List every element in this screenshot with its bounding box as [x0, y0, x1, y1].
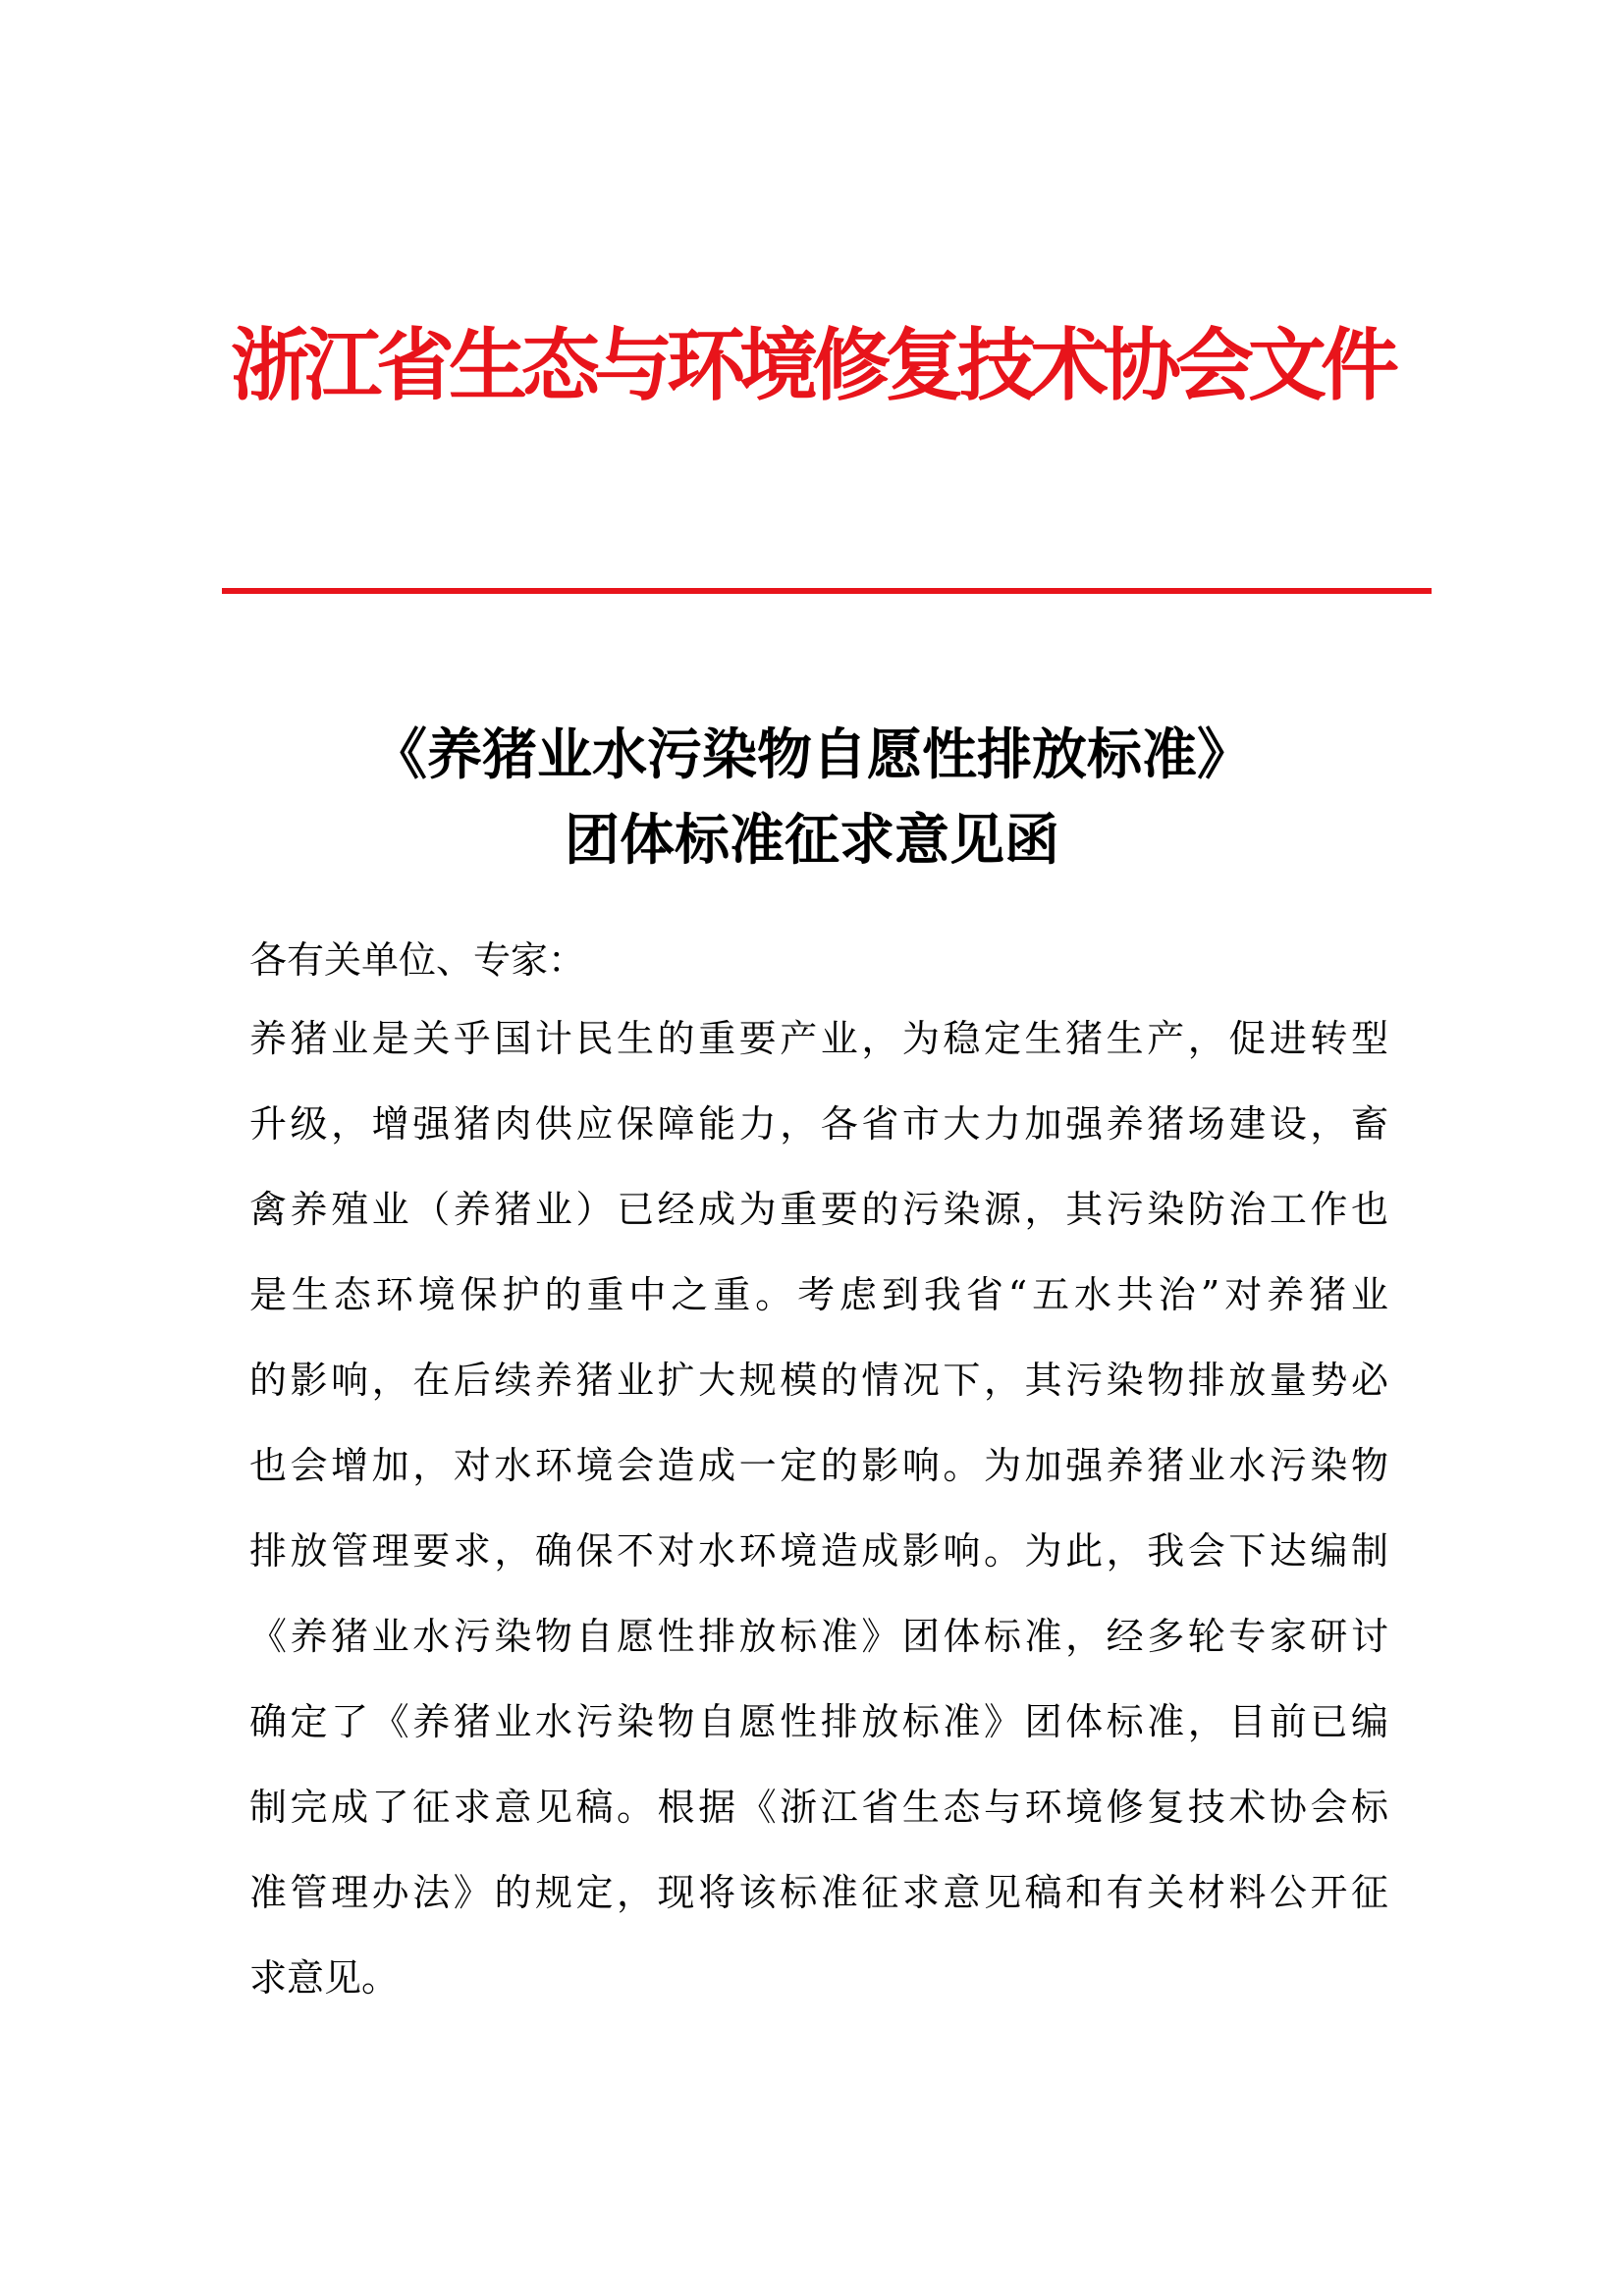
body-line: 禽养殖业（养猪业）已经成为重要的污染源，其污染防治工作也 [249, 1188, 1388, 1231]
body-line: 确定了《养猪业水污染物自愿性排放标准》团体标准，目前已编 [249, 1700, 1388, 1743]
body-paragraph [249, 1011, 1388, 2036]
document-title-line-1: 《养猪业水污染物自愿性排放标准》 [372, 723, 1252, 787]
document-title-line-2: 团体标准征求意见函 [565, 809, 1059, 873]
salutation: 各有关单位、专家： [249, 938, 586, 982]
body-line: 《养猪业水污染物自愿性排放标准》团体标准，经多轮专家研讨 [249, 1615, 1388, 1658]
body-line: 的影响，在后续养猪业扩大规模的情况下，其污染物排放量势必 [249, 1359, 1388, 1402]
body-line: 也会增加，对水环境会造成一定的影响。为加强养猪业水污染物 [249, 1444, 1388, 1487]
body-line: 升级，增强猪肉供应保障能力，各省市大力加强养猪场建设，畜 [249, 1102, 1388, 1146]
body-line: 准管理办法》的规定，现将该标准征求意见稿和有关材料公开征 [249, 1871, 1388, 1914]
body-line: 求意见。 [249, 1956, 400, 2000]
body-line: 是生态环境保护的重中之重。考虑到我省“五水共治”对养猪业 [249, 1273, 1388, 1316]
body-line: 制完成了征求意见稿。根据《浙江省生态与环境修复技术协会标 [249, 1786, 1388, 1829]
body-line: 养猪业是关乎国计民生的重要产业，为稳定生猪生产，促进转型 [249, 1017, 1388, 1060]
masthead-title: 浙江省生态与环境修复技术协会文件 [231, 320, 1393, 411]
red-divider-rule [222, 588, 1432, 594]
body-line: 排放管理要求，确保不对水环境造成影响。为此，我会下达编制 [249, 1529, 1388, 1573]
